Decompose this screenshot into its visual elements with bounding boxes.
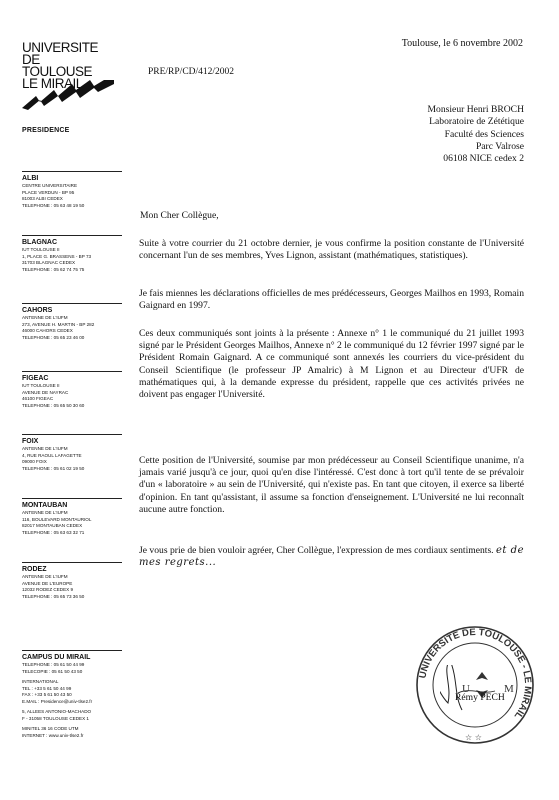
address-line: Laboratoire de Zététique: [429, 116, 524, 128]
sidebar-block-line: CENTRE UNIVERSITAIRE: [22, 183, 78, 188]
sidebar-block-line: AVENUE DE L'EUROPE: [22, 580, 73, 586]
sidebar-block-line: TELEPHONE : 05 62 74 75 75: [22, 266, 85, 272]
paragraph-2: Je fais miennes les déclarations officielles de mes prédécesseurs, Georges Mailhos en 1993, Romain Gaignard en 1997.: [139, 288, 524, 312]
sidebar-block: [22, 371, 122, 409]
sidebar-divider: [22, 171, 122, 172]
sidebar-divider: [22, 562, 122, 563]
sidebar-block: [22, 171, 122, 209]
sidebar-block-line: 09000 FOIX: [22, 459, 47, 464]
sidebar-block-title: RODEZ: [22, 566, 47, 573]
sidebar-block-line: TEL : +33 5 61 50 44 99: [22, 685, 72, 691]
sidebar-block-line: 82017 MONTAUBAN CEDEX: [22, 523, 83, 528]
closing-paragraph: [139, 545, 524, 569]
sidebar-block-line: IUT TOULOUSE II: [22, 383, 60, 388]
sidebar-block: [22, 498, 122, 536]
sidebar-block-title: BLAGNAC: [22, 239, 57, 246]
letter-reference: PRE/RP/CD/412/2002: [148, 67, 235, 77]
sidebar-block-line: TELECOPIE : 05 61 50 43 50: [22, 668, 83, 674]
sidebar-block-line: ANTENNE DE L'IUFM: [22, 574, 68, 579]
closing-text: Je vous prie de bien vouloir agréer, Cher Collègue, l'expression de mes cordiaux sentiments.: [139, 545, 494, 556]
sidebar-block-line: TELEPHONE : 05 63 63 32 71: [22, 529, 85, 535]
paragraph-1: Suite à votre courrier du 21 octobre dernier, je vous confirme la position constante de l'Université concernant l'un de ses membres, Yves Lignon, assistant (mathématiques, statistiques).: [139, 238, 524, 262]
svg-text:M: M: [504, 683, 514, 695]
presidence-label: PRESIDENCE: [22, 127, 70, 134]
sidebar-block-line: TELEPHONE : 05 65 50 30 60: [22, 402, 85, 408]
sidebar-block-line: INTERNET : www.univ-tlse2.fr: [22, 732, 84, 738]
sidebar-block-line: TELEPHONE : 05 61 02 19 50: [22, 465, 85, 471]
sidebar-block-line: TELEPHONE : 05 61 50 44 99: [22, 662, 85, 667]
signer-name: Rémy PECH: [455, 692, 505, 703]
sidebar-divider: [22, 235, 122, 236]
sidebar-block-line: ANTENNE DE L'IUFM: [22, 446, 68, 451]
sidebar-block-line: MINITEL 36 16 CODE UTM: [22, 726, 79, 731]
paragraph-3: Ces deux communiqués sont joints à la présente : Annexe n° 1 le communiqué du 21 juillet 1993 signé par le Président Georges Mailhos, Annexe n° 2 le communiqué du 12 février 1997 signé par le Président Romain Gaignard. A ce communiqué sont annexés les courriers du vice-président du Conseil Scientifique (le professeur JP Amalric) à M Lignon et au Directeur d'UFR de mathématiques qui, à la demande expresse du président, rappelle que ces activités privées ne doivent pas engager l'Université.: [139, 328, 524, 401]
sidebar-block-title: MONTAUBAN: [22, 502, 68, 509]
sidebar-divider: [22, 434, 122, 435]
handwritten-addition: et de mes regrets...: [139, 545, 524, 569]
sidebar-block-line: 1, PLACE G. BRASSENS - BP 73: [22, 253, 92, 259]
sidebar-block-line: TELEPHONE : 05 65 73 36 50: [22, 593, 85, 599]
sidebar-block-line: F - 31058 TOULOUSE CEDEX 1: [22, 715, 89, 721]
sidebar-divider: [22, 498, 122, 499]
sidebar-divider: [22, 371, 122, 372]
sidebar-block-line: ANTENNE DE L'IUFM: [22, 510, 68, 515]
sidebar-block: [22, 650, 122, 739]
sidebar-block-title: CAHORS: [22, 307, 53, 314]
sidebar-block-line: E.MAIL : Presidence@univ-tlse2.fr: [22, 698, 93, 704]
sidebar-block: [22, 562, 122, 600]
sidebar-block-line: AVENUE DE NAYRAC: [22, 389, 69, 395]
sidebar-block-line: 4, RUE RAOUL LAFAGETTE: [22, 452, 82, 458]
sidebar-block-line: ANTENNE DE L'IUFM: [22, 315, 68, 320]
svg-text:☆ ☆: ☆ ☆: [465, 733, 482, 742]
letter-date: Toulouse, le 6 novembre 2002: [401, 38, 523, 49]
university-logo-mark-icon: [22, 76, 114, 110]
salutation: Mon Cher Collègue,: [140, 210, 219, 221]
sidebar-block-line: 46000 CAHORS CEDEX: [22, 328, 73, 333]
sidebar-divider: [22, 303, 122, 304]
sidebar-block: [22, 235, 122, 273]
address-line: 06108 NICE cedex 2: [443, 153, 524, 165]
sidebar-block-line: 31703 BLAGNAC CEDEX: [22, 260, 76, 265]
sidebar-block-title: ALBI: [22, 175, 39, 182]
sidebar-block: [22, 434, 122, 472]
sidebar-block-line: TELEPHONE : 05 65 23 46 00: [22, 334, 85, 340]
address-line: Parc Valrose: [475, 140, 524, 152]
sidebar-block-line: 12032 RODEZ CEDEX 9: [22, 587, 74, 592]
sidebar-block-title: FIGEAC: [22, 375, 49, 382]
sidebar-block-title: FOIX: [22, 438, 39, 445]
sidebar-block-line: INTERNATIONAL: [22, 679, 59, 684]
sidebar-block-line: TELEPHONE : 05 63 48 19 50: [22, 202, 85, 208]
address-line: Monsieur Henri BROCH: [427, 104, 524, 115]
recipient-address: [428, 104, 524, 165]
sidebar-block-line: FAX : +33 5 61 50 43 50: [22, 692, 72, 697]
logo-line-1: UNIVERSITE: [22, 40, 99, 55]
sidebar-divider: [22, 650, 122, 651]
logo-line-3: LE MIRAIL: [22, 76, 83, 91]
sidebar-block-line: PLACE VERDUN - BP 95: [22, 189, 75, 195]
seal-text: UNIVERSITE DE TOULOUSE - LE MIRAIL: [417, 626, 534, 721]
sidebar-block: [22, 303, 122, 341]
sidebar-block-title: CAMPUS DU MIRAIL: [22, 654, 91, 661]
sidebar-block-line: IUT TOULOUSE II: [22, 247, 60, 252]
logo-line-2: DE TOULOUSE: [22, 52, 93, 79]
sidebar-block-line: 81003 ALBI CEDEX: [22, 196, 63, 201]
address-line: Faculté des Sciences: [444, 128, 524, 140]
sidebar-block-line: 5, ALLEES ANTONIO-MACHADO: [22, 709, 92, 714]
sidebar-block-line: 116, BOULEVARD MONTAURIOL: [22, 516, 92, 522]
svg-text:U: U: [462, 683, 470, 695]
paragraph-4: Cette position de l'Université, soumise par mon prédécesseur au Conseil Scientifique unanime, n'a jamais varié jusqu'à ce jour, quoi qu'en dise l'intéressé. C'est donc à tort qu'il tente de se prévaloir d'un « laboratoire » au sein de l'Université, qui n'existe pas. En tant que citoyen, il exerce sa liberté d'opinion. En tant qu'assistant, il assume sa fonction d'enseignement. L'Université ne lui reconnaît aucune autre fonction.: [139, 455, 524, 515]
sidebar-block-line: 273, AVENUE H. MARTIN - BP 282: [22, 321, 95, 327]
sidebar-block-line: 46100 FIGEAC: [22, 396, 54, 401]
